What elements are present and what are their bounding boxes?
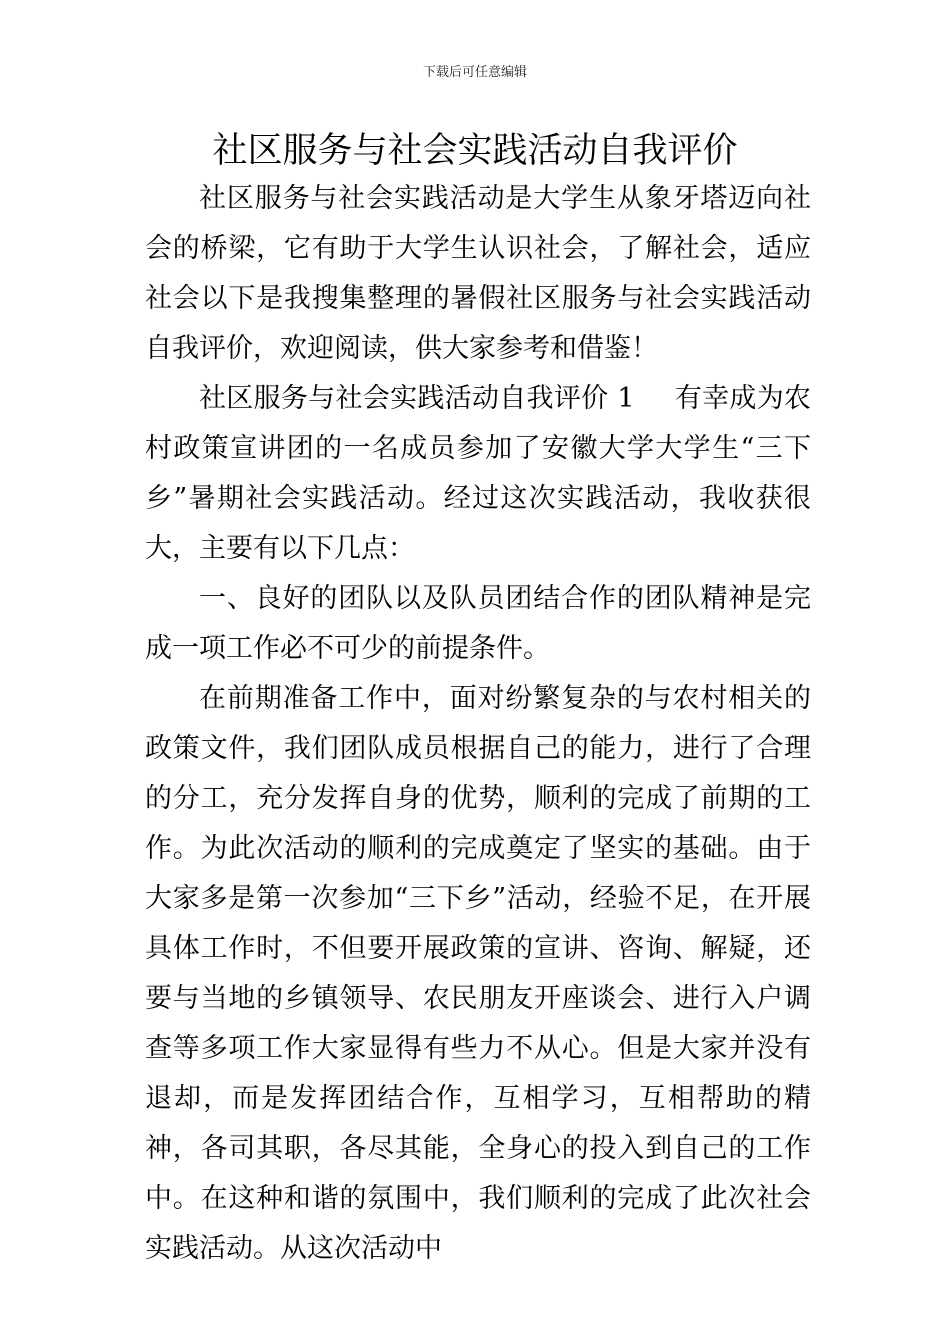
paragraph-point-1: 一、良好的团队以及队员团结合作的团队精神是完成一项工作必不可少的前提条件。: [145, 583, 811, 664]
document-title: 社区服务与社会实践活动自我评价: [212, 131, 738, 171]
paragraph-section-1: [145, 374, 811, 574]
paragraph-intro: 社区服务与社会实践活动是大学生从象牙塔迈向社会的桥梁，它有助于大学生认识社会，了解社会，适应社会以下是我搜集整理的暑假社区服务与社会实践活动自我评价，欢迎阅读，供大家参考和借鉴！: [145, 183, 811, 364]
paragraph-detail: 在前期准备工作中，面对纷繁复杂的与农村相关的政策文件，我们团队成员根据自己的能力，进行了合理的分工，充分发挥自身的优势，顺利的完成了前期的工作。为此次活动的顺利的完成奠定了坚实的基础。由于大家多是第一次参加“三下乡”活动，经验不足，在开展具体工作时，不但要开展政策的宣讲、咨询、解疑，还要与当地的乡镇领导、农民朋友开座谈会、进行入户调查等多项工作大家显得有些力不从心。但是大家并没有退却，而是发挥团结合作，互相学习，互相帮助的精神，各司其职，各尽其能，全身心的投入到自己的工作中。在这种和谐的氛围中，我们顺利的完成了此次社会实践活动。从这次活动中: [145, 683, 811, 1264]
section-heading: 社区服务与社会实践活动自我评价 1: [199, 383, 635, 414]
header-note: 下载后可任意编辑: [422, 65, 527, 80]
document-body: [145, 174, 811, 1274]
section-1-text: 有幸成为农村政策宣讲团的一名成员参加了安徽大学大学生“三下乡”暑期社会实践活动。经过这次实践活动，我收获很大，主要有以下几点：: [145, 383, 811, 564]
